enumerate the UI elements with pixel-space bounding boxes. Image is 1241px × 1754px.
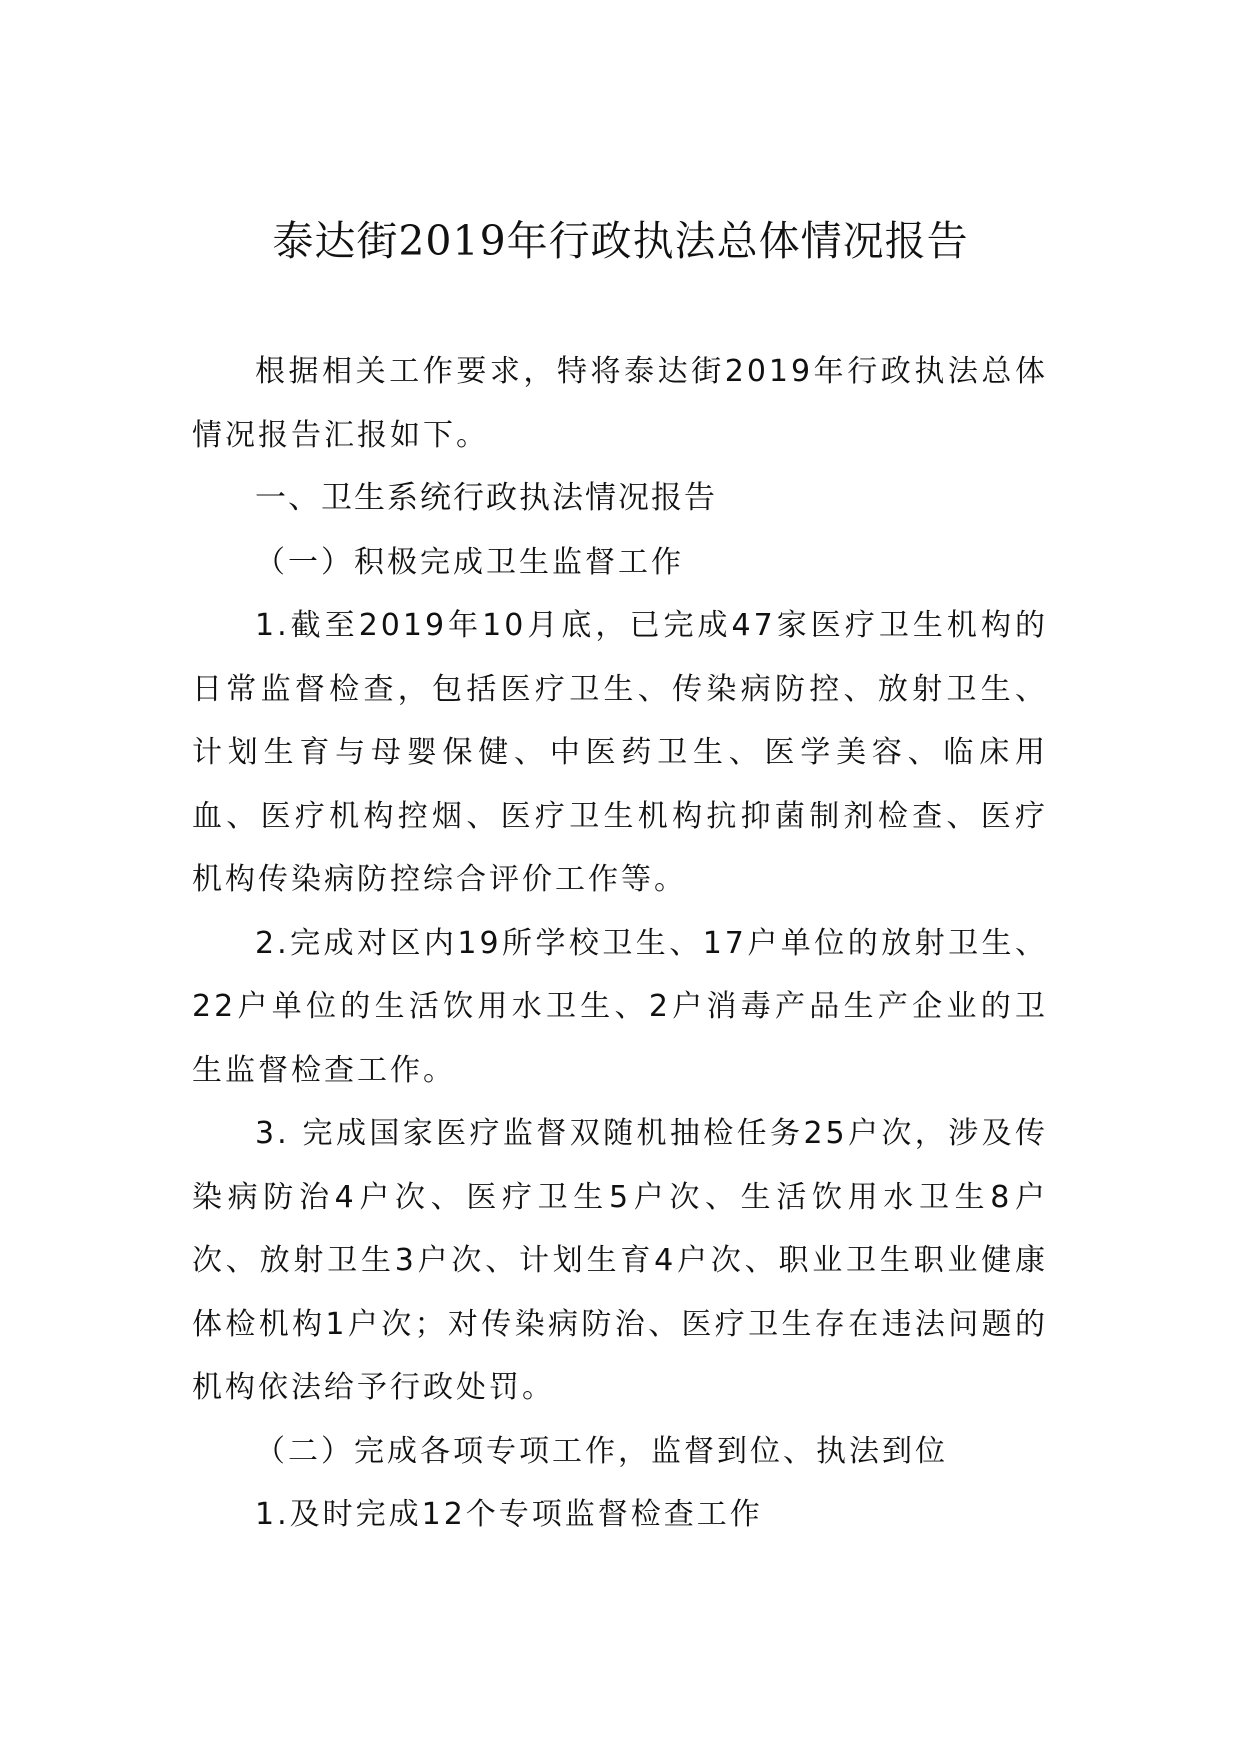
- body-paragraph: 1.及时完成12个专项监督检查工作: [255, 1497, 763, 1532]
- body-paragraph: 3. 完成国家医疗监督双随机抽检任务25户次，涉及传染病防治4户次、医疗卫生5户次、生活饮用水卫生8户次、放射卫生3户次、计划生育4户次、职业卫生职业健康体检机构1户次；对传染病防治、医疗卫生存在违法问题的机构依法给予行政处罚。: [192, 1116, 1048, 1405]
- document-title: 泰达街2019年行政执法总体情况报告: [272, 217, 969, 265]
- section-heading: 一、卫生系统行政执法情况报告: [255, 480, 717, 516]
- subsection-heading: （一）积极完成卫生监督工作: [255, 544, 684, 580]
- document-body: [192, 340, 1048, 1547]
- body-paragraph: 2.完成对区内19所学校卫生、17户单位的放射卫生、22户单位的生活饮用水卫生、2户消毒产品生产企业的卫生监督检查工作。: [192, 925, 1048, 1088]
- body-paragraph: 1.截至2019年10月底，已完成47家医疗卫生机构的日常监督检查，包括医疗卫生、传染病防控、放射卫生、计划生育与母婴保健、中医药卫生、医学美容、临床用血、医疗机构控烟、医疗卫生机构抗抑菌制剂检查、医疗机构传染病防控综合评价工作等。: [192, 608, 1048, 897]
- subsection-heading: （二）完成各项专项工作，监督到位、执法到位: [255, 1433, 948, 1469]
- intro-paragraph: 根据相关工作要求，特将泰达街2019年行政执法总体情况报告汇报如下。: [192, 354, 1048, 453]
